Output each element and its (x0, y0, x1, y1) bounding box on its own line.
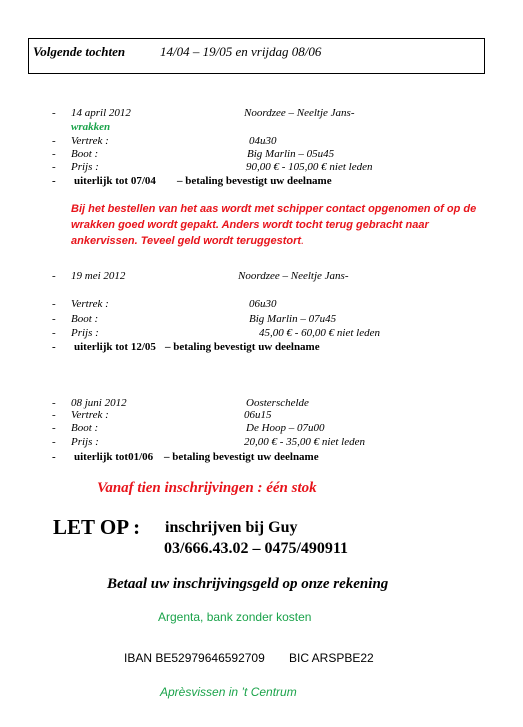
bullet-dash: - (52, 135, 56, 147)
payment-heading: Betaal uw inschrijvingsgeld op onze rekening (107, 576, 389, 592)
bullet-dash: - (52, 270, 56, 282)
bullet-dash: - (52, 409, 56, 421)
bullet-dash: - (52, 313, 56, 325)
prijs-value: 20,00 € - 35,00 € niet leden (244, 436, 365, 448)
prijs-label: Prijs : (71, 327, 99, 339)
payment-bank: Argenta, bank zonder kosten (158, 610, 312, 624)
deadline-rest: – betaling bevestigt uw deelname (177, 175, 332, 187)
payment-bic: BIC ARSPBE22 (289, 651, 374, 665)
apres-footer: Aprèsvissen in ’t Centrum (160, 685, 297, 699)
warning-end: . (301, 235, 305, 247)
letop-phone: 03/666.43.02 – 0475/490911 (164, 540, 349, 557)
deadline-rest: – betaling bevestigt uw deelname (165, 341, 320, 353)
prijs-value: 90,00 € - 105,00 € niet leden (246, 161, 373, 173)
trip-location: Noordzee – Neeltje Jans- (244, 107, 355, 119)
vertrek-value: 04u30 (249, 135, 277, 147)
warning-body: Bij het bestellen van het aas wordt met schipper contact opgenomen of op de wrakken goed wordt gepakt. Anders wordt tocht terug gebracht naar ankervissen. Teveel geld wordt teruggestort (71, 203, 477, 247)
boot-value: Big Marlin – 05u45 (247, 148, 335, 160)
deadline-bold: uiterlijk tot01/06 (74, 451, 154, 463)
vertrek-value: 06u30 (249, 298, 277, 310)
prijs-label: Prijs : (71, 161, 99, 173)
boot-label: Boot : (71, 422, 99, 434)
trip-date: 08 juni 2012 (71, 397, 127, 409)
bullet-dash: - (52, 298, 56, 310)
trip-date: 19 mei 2012 (71, 270, 126, 282)
boot-label: Boot : (71, 313, 99, 325)
boot-value: De Hoop – 07u00 (246, 422, 325, 434)
bullet-dash: - (52, 422, 56, 434)
vertrek-label: Vertrek : (71, 135, 109, 147)
deadline-bold: uiterlijk tot 12/05 (74, 341, 156, 353)
stok-notice: Vanaf tien inschrijvingen : één stok (97, 480, 317, 496)
trip-date: 14 april 2012 (71, 107, 131, 119)
prijs-value: 45,00 € - 60,00 € niet leden (259, 327, 380, 339)
boot-value: Big Marlin – 07u45 (249, 313, 337, 325)
payment-iban: IBAN BE52979646592709 (124, 651, 265, 665)
vertrek-value: 06u15 (244, 409, 272, 421)
trip-location: Oosterschelde (246, 397, 309, 409)
bullet-dash: - (52, 148, 56, 160)
letop-line1: inschrijven bij Guy (165, 519, 298, 536)
header-dates: 14/04 – 19/05 en vrijdag 08/06 (160, 44, 322, 59)
boot-label: Boot : (71, 148, 99, 160)
deadline-bold: uiterlijk tot 07/04 (74, 175, 156, 187)
header-box (28, 38, 485, 74)
letop-label: LET OP : (53, 515, 141, 539)
bullet-dash: - (52, 436, 56, 448)
vertrek-label: Vertrek : (71, 409, 109, 421)
bullet-dash: - (52, 175, 56, 187)
prijs-label: Prijs : (71, 436, 99, 448)
bullet-dash: - (52, 161, 56, 173)
bullet-dash: - (52, 397, 56, 409)
vertrek-label: Vertrek : (71, 298, 109, 310)
bullet-dash: - (52, 327, 56, 339)
trip-location: Noordzee – Neeltje Jans- (238, 270, 349, 282)
warning-text (71, 201, 491, 249)
trip-location-cont: wrakken (71, 121, 111, 133)
bullet-dash: - (52, 107, 56, 119)
bullet-dash: - (52, 341, 56, 353)
bullet-dash: - (52, 451, 56, 463)
deadline-rest: – betaling bevestigt uw deelname (164, 451, 319, 463)
header-label: Volgende tochten (33, 44, 126, 59)
